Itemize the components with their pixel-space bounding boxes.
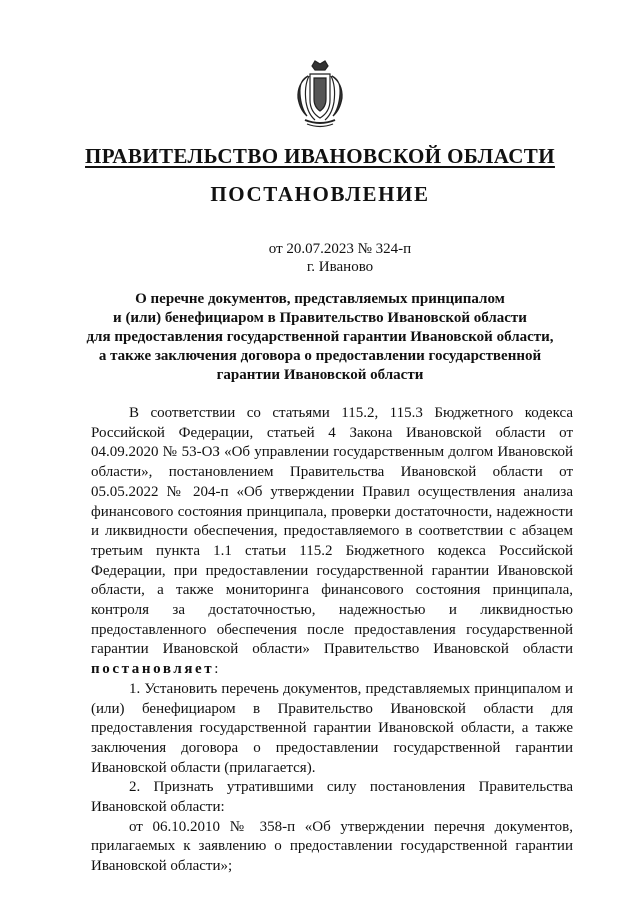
subject-line: гарантии Ивановской области bbox=[216, 367, 424, 383]
document-body bbox=[91, 404, 573, 877]
subject-line: а также заключения договора о предоставлении государственной bbox=[98, 348, 542, 364]
item-2-sub-1-paragraph: от 06.10.2010 № 358-п «Об утверждении перечня документов, прилагаемых к заявлению о предоставлении государственной гарантии Ивановской области»; bbox=[91, 818, 573, 875]
subject-line: для предоставления государственной гарантии Ивановской области, bbox=[86, 329, 554, 345]
item-1-paragraph: 1. Установить перечень документов, представляемых принципалом и (или) бенефициаром в Правительство Ивановской области для предоставления государственной гарантии Ивановской области, а также заключения договора о предоставлении государственной гарантии Ивановской области (прилагается). bbox=[91, 680, 573, 776]
document-subject bbox=[60, 290, 580, 385]
government-title: ПРАВИТЕЛЬСТВО ИВАНОВСКОЙ ОБЛАСТИ bbox=[85, 144, 555, 168]
document-type: ПОСТАНОВЛЕНИЕ bbox=[210, 182, 430, 206]
item-2-paragraph: 2. Признать утратившими силу постановления Правительства Ивановской области: bbox=[91, 779, 573, 816]
coat-of-arms-icon bbox=[295, 60, 345, 130]
resolves-word: постановляет bbox=[91, 661, 215, 678]
resolves-colon: : bbox=[214, 661, 219, 678]
document-date-number: от 20.07.2023 № 324-п bbox=[268, 241, 412, 257]
preamble-paragraph bbox=[91, 404, 573, 680]
subject-line: О перечне документов, представляемых принципалом bbox=[135, 291, 505, 307]
document-city: г. Иваново bbox=[306, 259, 374, 275]
preamble-text: В соответствии со статьями 115.2, 115.3 Бюджетного кодекса Российской Федерации, статьей 4 Закона Ивановской области от 04.09.2020 № 53-ОЗ «Об управлении государственным долгом Ивановской области», постановлением Правительства Ивановской области от 05.05.2022 № 204-п «Об утверждении Правил осуществления анализа финансового состояния принципала, проверки достаточности, надежности и ликвидности обеспечения, предоставляемого в соответствии с абзацем третьим пункта 1.1 статьи 115.2 Бюджетного кодекса Российской Федерации, при предоставлении государственной гарантии Ивановской области, а также мониторинга финансового состояния принципала, контроля за достаточностью, надежностью и ликвидностью предоставленного обеспечения после предоставления государственной гарантии Ивановской области» Правительство Ивановской области bbox=[91, 405, 573, 658]
subject-line: и (или) бенефициаром в Правительство Ивановской области bbox=[113, 310, 527, 326]
